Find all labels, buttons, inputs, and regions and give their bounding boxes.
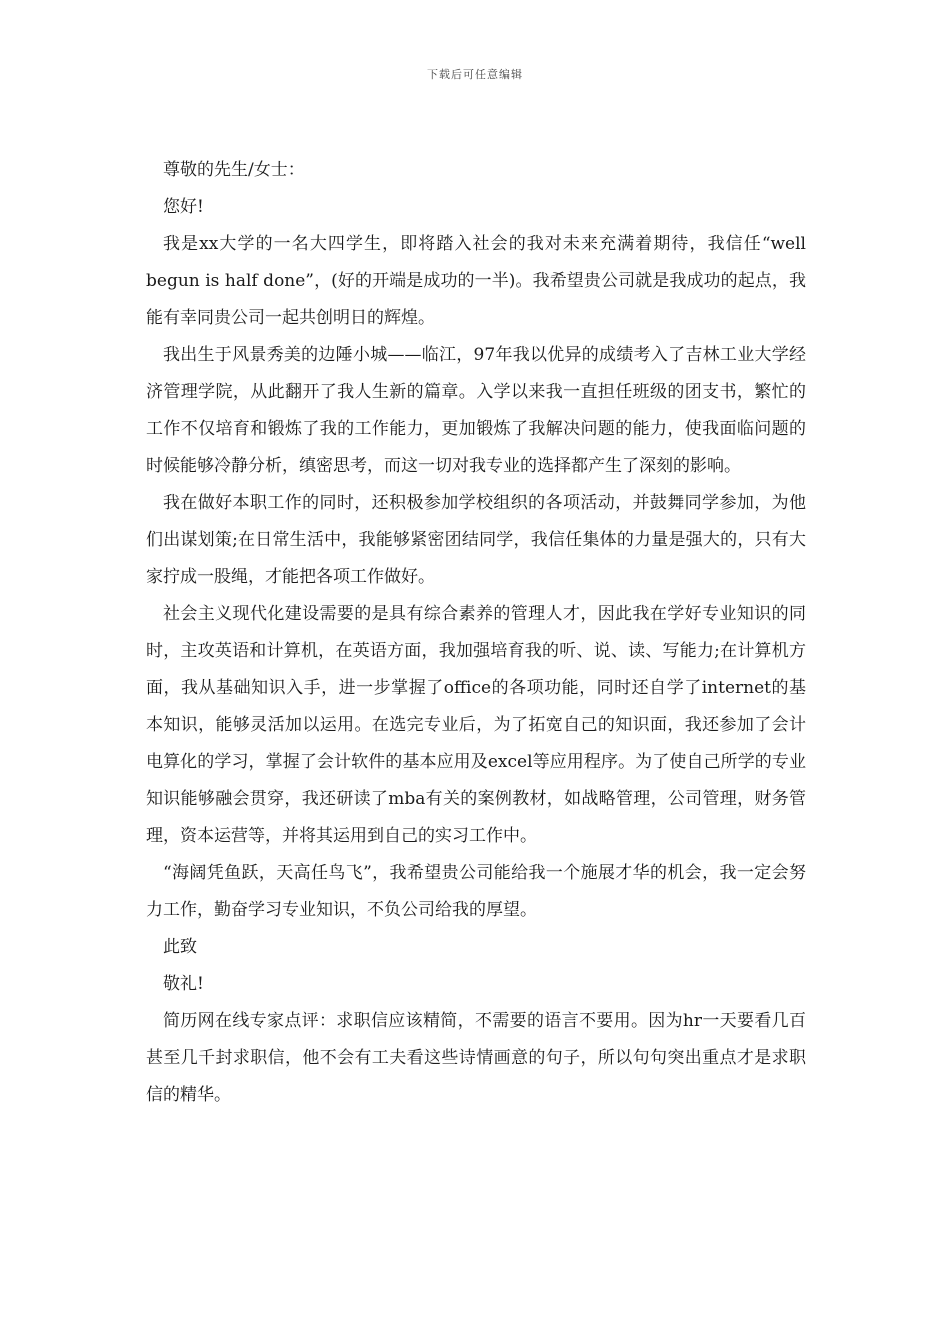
paragraph-skills: 社会主义现代化建设需要的是具有综合素养的管理人才，因此我在学好专业知识的同时，主攻英语和计算机，在英语方面，我加强培育我的听、说、读、写能力;在计算机方面，我从基础知识入手，进一步掌握了office的各项功能，同时还自学了internet的基本知识，能够灵活加以运用。在选完专业后，为了拓宽自己的知识面，我还参加了会计电算化的学习，掌握了会计软件的基本应用及excel等应用程序。为了使自己所学的专业知识能够融会贯穿，我还研读了mba有关的案例教材，如战略管理，公司管理，财务管理，资本运营等，并将其运用到自己的实习工作中。 (146, 604, 806, 846)
closing-line-1: 此致 (163, 937, 197, 957)
greeting: 您好! (163, 197, 204, 217)
page-header-note: 下载后可任意编辑 (427, 68, 523, 81)
paragraph-background: 我出生于风景秀美的边陲小城——临江，97年我以优异的成绩考入了吉林工业大学经济管理学院，从此翻开了我人生新的篇章。入学以来我一直担任班级的团支书，繁忙的工作不仅培育和锻炼了我的工作能力，更加锻炼了我解决问题的能力，使我面临问题的时候能够冷静分析，缜密思考，而这一切对我专业的选择都产生了深刻的影响。 (146, 345, 806, 476)
letter-body (146, 152, 806, 1114)
expert-comment: 简历网在线专家点评：求职信应该精简，不需要的语言不要用。因为hr一天要看几百甚至几千封求职信，他不会有工夫看这些诗情画意的句子，所以句句突出重点才是求职信的精华。 (146, 1011, 806, 1105)
closing-line-2: 敬礼! (163, 974, 204, 994)
salutation: 尊敬的先生/女士： (163, 160, 305, 180)
paragraph-activities: 我在做好本职工作的同时，还积极参加学校组织的各项活动，并鼓舞同学参加，为他们出谋划策;在日常生活中，我能够紧密团结同学，我信任集体的力量是强大的，只有大家拧成一股绳，才能把各项工作做好。 (146, 493, 806, 587)
paragraph-conclusion: “海阔凭鱼跃，天高任鸟飞”，我希望贵公司能给我一个施展才华的机会，我一定会努力工作，勤奋学习专业知识，不负公司给我的厚望。 (146, 863, 806, 920)
paragraph-intro: 我是xx大学的一名大四学生，即将踏入社会的我对未来充满着期待，我信任“well begun is half done”，(好的开端是成功的一半)。我希望贵公司就是我成功的起点，我能有幸同贵公司一起共创明日的辉煌。 (146, 234, 806, 328)
